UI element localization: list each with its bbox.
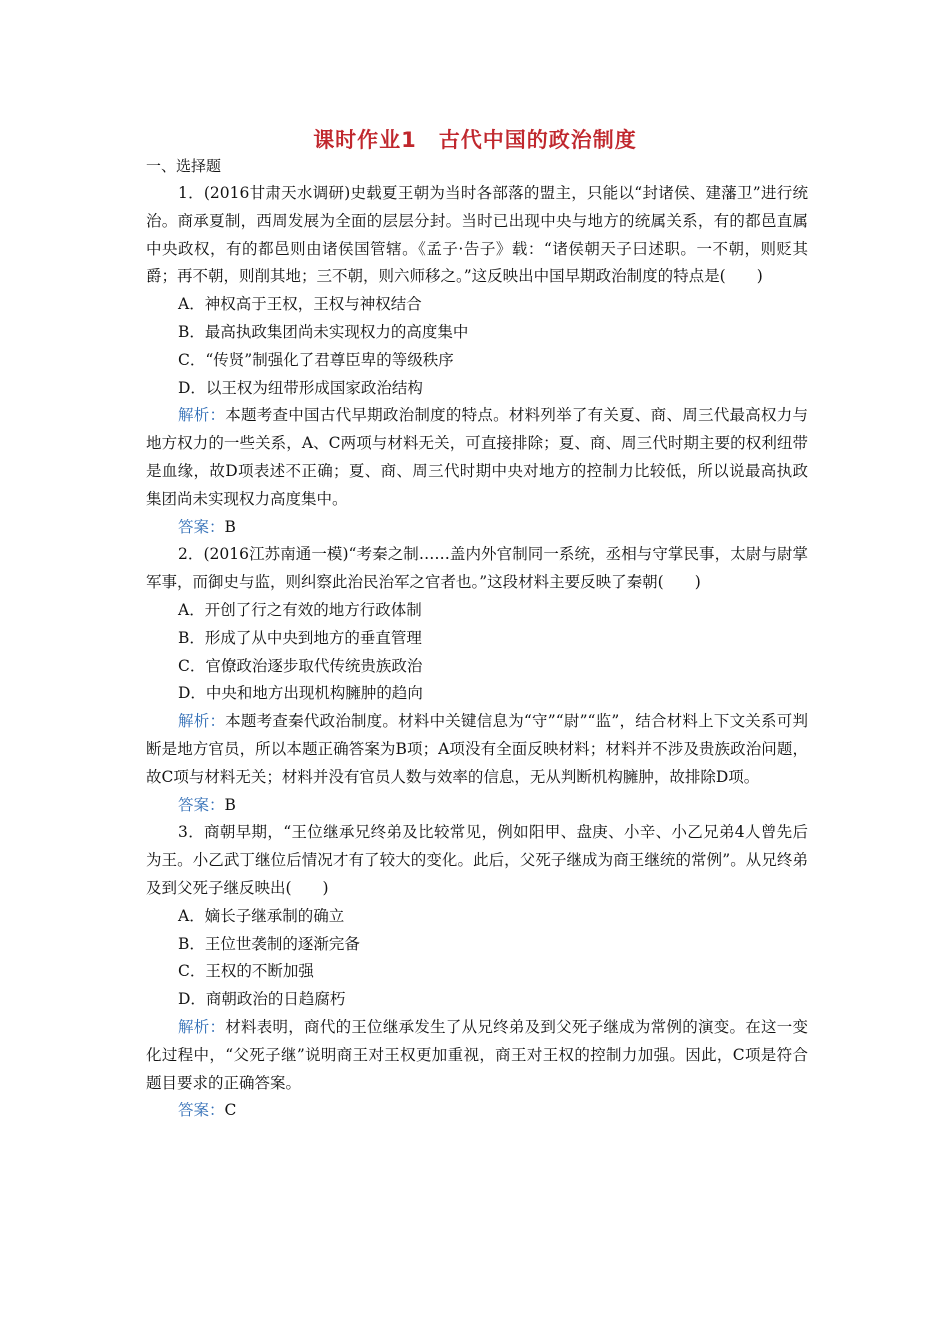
page-title: 课时作业1 古代中国的政治制度 bbox=[313, 128, 637, 152]
question-stem: 1．(2016甘肃天水调研)史载夏王朝为当时各部落的盟主，只能以“封诸侯、建藩卫”进行统治。商承夏制，西周发展为全面的层层分封。当时已出现中央与地方的统属关系，有的都邑直属中央政权，有的都邑则由诸侯国管辖。《孟子·告子》载：“诸侯朝天子曰述职。一不朝，则贬其爵；再不朝，则削其地；三不朝，则六师移之。”这反映出中国早期政治制度的特点是( ) bbox=[146, 184, 808, 286]
option-b: B．王位世袭制的逐渐完备 bbox=[178, 934, 360, 953]
option-d: D．商朝政治的日趋腐朽 bbox=[178, 990, 346, 1009]
answer-value: B bbox=[224, 795, 236, 814]
analysis-text: 本题考查秦代政治制度。材料中关键信息为“守”“尉”“监”，结合材料上下文关系可判断是地方官员，所以本题正确答案为B项；A项没有全面反映材料；材料并不涉及贵族政治问题，故C项与材料无关；材料并没有官员人数与效率的信息，无从判断机构臃肿，故排除D项。 bbox=[146, 712, 808, 786]
section-heading: 一、选择题 bbox=[146, 157, 222, 175]
analysis-paragraph bbox=[146, 708, 808, 791]
answer-value: B bbox=[224, 517, 236, 536]
answer-line bbox=[146, 1097, 808, 1125]
answer-label: 答案： bbox=[178, 795, 225, 814]
option-c: C．王权的不断加强 bbox=[178, 962, 314, 981]
option-a: A．神权高于王权，王权与神权结合 bbox=[178, 295, 422, 314]
analysis-paragraph bbox=[146, 1014, 808, 1097]
option-a: A．开创了行之有效的地方行政体制 bbox=[178, 600, 422, 619]
questions-content bbox=[146, 180, 808, 1125]
analysis-text: 本题考查中国古代早期政治制度的特点。材料列举了有关夏、商、周三代最高权力与地方权力的一些关系，A、C两项与材料无关，可直接排除；夏、商、周三代时期主要的权利纽带是血缘，故D项表述不正确；夏、商、周三代时期中央对地方的控制力比较低，所以说最高执政集团尚未实现权力高度集中。 bbox=[146, 406, 808, 508]
answer-line bbox=[146, 792, 808, 820]
analysis-label: 解析： bbox=[178, 406, 226, 425]
option-d: D．中央和地方出现机构臃肿的趋向 bbox=[178, 684, 423, 703]
question-stem: 2．(2016江苏南通一模)“考秦之制……盖内外官制同一系统，丞相与守掌民事，太尉与尉掌军事，而御史与监，则纠察此治民治军之官者也。”这段材料主要反映了秦朝( ) bbox=[146, 545, 808, 592]
option-c: C．“传贤”制强化了君尊臣卑的等级秩序 bbox=[178, 350, 454, 369]
answer-line bbox=[146, 514, 808, 542]
analysis-paragraph bbox=[146, 402, 808, 513]
answer-value: C bbox=[224, 1101, 237, 1120]
analysis-label: 解析： bbox=[178, 1017, 226, 1036]
option-d: D．以王权为纽带形成国家政治结构 bbox=[178, 378, 423, 397]
answer-label: 答案： bbox=[178, 517, 225, 536]
analysis-text: 材料表明，商代的王位继承发生了从兄终弟及到父死子继成为常例的演变。在这一变化过程中，“父死子继”说明商王对王权更加重视，商王对王权的控制力加强。因此，C项是符合题目要求的正确答案。 bbox=[146, 1017, 808, 1092]
analysis-label: 解析： bbox=[178, 712, 226, 731]
option-a: A．嫡长子继承制的确立 bbox=[178, 906, 345, 925]
option-b: B．形成了从中央到地方的垂直管理 bbox=[178, 628, 422, 647]
option-b: B．最高执政集团尚未实现权力的高度集中 bbox=[178, 322, 469, 341]
question-stem: 3．商朝早期，“王位继承兄终弟及比较常见，例如阳甲、盘庚、小辛、小乙兄弟4人曾先后为王。小乙武丁继位后情况才有了较大的变化。此后，父死子继成为商王继统的常例”。从兄终弟及到父死子继反映出( ) bbox=[146, 823, 808, 897]
answer-label: 答案： bbox=[178, 1101, 225, 1120]
option-c: C．官僚政治逐步取代传统贵族政治 bbox=[178, 656, 423, 675]
